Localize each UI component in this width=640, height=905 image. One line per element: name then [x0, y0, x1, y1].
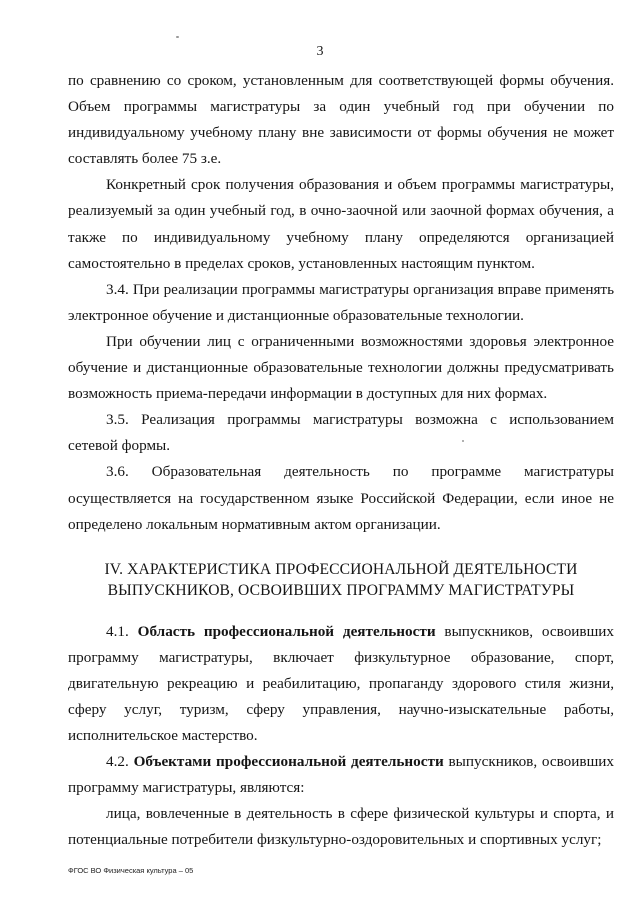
- text-line: 3.5. Реализация программы магистратуры возможна с использованием сетевой: [68, 411, 614, 455]
- paragraph: [68, 68, 614, 172]
- text-line: выпускников, освоивших: [435, 622, 615, 640]
- text-line: реализуемый за один учебный год, в очно-заочной или заочной формах обучения,: [68, 202, 603, 220]
- text-line: При обучении лиц с ограниченными возможностями здоровья электронное: [106, 332, 614, 350]
- text-line: сферу услуг, туризм, сферу управления, научно-изыскательные работы,: [68, 700, 614, 718]
- text-line: по индивидуальному учебному плану вне зависимости от формы обучения не может: [68, 98, 615, 142]
- paragraph: [68, 329, 614, 407]
- text-line: и потенциальные потребители физкультурно-оздоровительных и спортивных услуг;: [68, 805, 615, 849]
- text-line: Объем программы магистратуры за один учебный год при обучении: [68, 98, 586, 116]
- text-line: возможность приема-передачи информации в доступных для них формах.: [68, 385, 548, 403]
- text-line: программу магистратуры, включает физкультурное образование, спорт,: [68, 648, 614, 666]
- paragraph: [68, 801, 614, 853]
- section-heading-line: ВЫПУСКНИКОВ, ОСВОИВШИХ ПРОГРАММУ МАГИСТРАТУРЫ: [107, 581, 575, 599]
- text-line: по сравнению со сроком, установленным для соответствующей формы обучения.: [68, 72, 614, 89]
- page-footer: ФГОС ВО Физическая культура – 05: [68, 866, 194, 875]
- paragraph: [68, 459, 614, 537]
- text-line: обучение и дистанционные образовательные технологии должны предусматривать: [68, 359, 614, 377]
- document-body: [68, 68, 614, 854]
- paragraph: [68, 172, 614, 276]
- text-line: программу магистратуры, являются:: [68, 779, 305, 797]
- section-heading-line: IV. ХАРАКТЕРИСТИКА ПРОФЕССИОНАЛЬНОЙ ДЕЯТЕЛЬНОСТИ: [104, 560, 578, 578]
- page-number: 3: [316, 44, 324, 59]
- text-line: лица, вовлеченные в деятельность в сфере физической культуры и спорта,: [106, 805, 601, 823]
- text-line: не определено локальным нормативным актом организации.: [68, 489, 614, 533]
- text-line: двигательную рекреацию и реабилитацию, пропаганду здорового стиля жизни,: [68, 674, 614, 692]
- paragraph: [68, 407, 614, 459]
- text-line: а также по индивидуальному учебному плану определяются организацией: [68, 202, 614, 246]
- text-line: составлять более 75 з.е.: [68, 150, 222, 168]
- scan-speck: [176, 36, 179, 38]
- clause-number: 4.2.: [106, 753, 134, 771]
- section-heading: [68, 559, 614, 601]
- text-line: выпускников, освоивших: [443, 753, 614, 771]
- paragraph: [68, 277, 614, 329]
- text-line: самостоятельно в пределах сроков, установленных настоящим пунктом.: [68, 254, 535, 272]
- text-line: электронное обучение и дистанционные образовательные технологии.: [68, 306, 524, 324]
- text-line: Конкретный срок получения образования и объем программы магистратуры,: [106, 176, 614, 194]
- text-line: 3.4. При реализации программы магистратуры организация вправе применять: [106, 280, 614, 298]
- bold-term: Объектами профессиональной деятельности: [133, 753, 444, 771]
- text-line: 3.6. Образовательная деятельность по программе магистратуры: [106, 463, 614, 481]
- text-line: исполнительское мастерство.: [68, 727, 258, 745]
- paragraph: [68, 619, 614, 749]
- paragraph: [68, 749, 614, 801]
- text-line: формы.: [121, 437, 171, 455]
- clause-number: 4.1.: [106, 622, 138, 640]
- text-line: осуществляется на государственном языке Российской Федерации, если иное: [68, 489, 593, 507]
- bold-term: Область профессиональной деятельности: [137, 622, 436, 640]
